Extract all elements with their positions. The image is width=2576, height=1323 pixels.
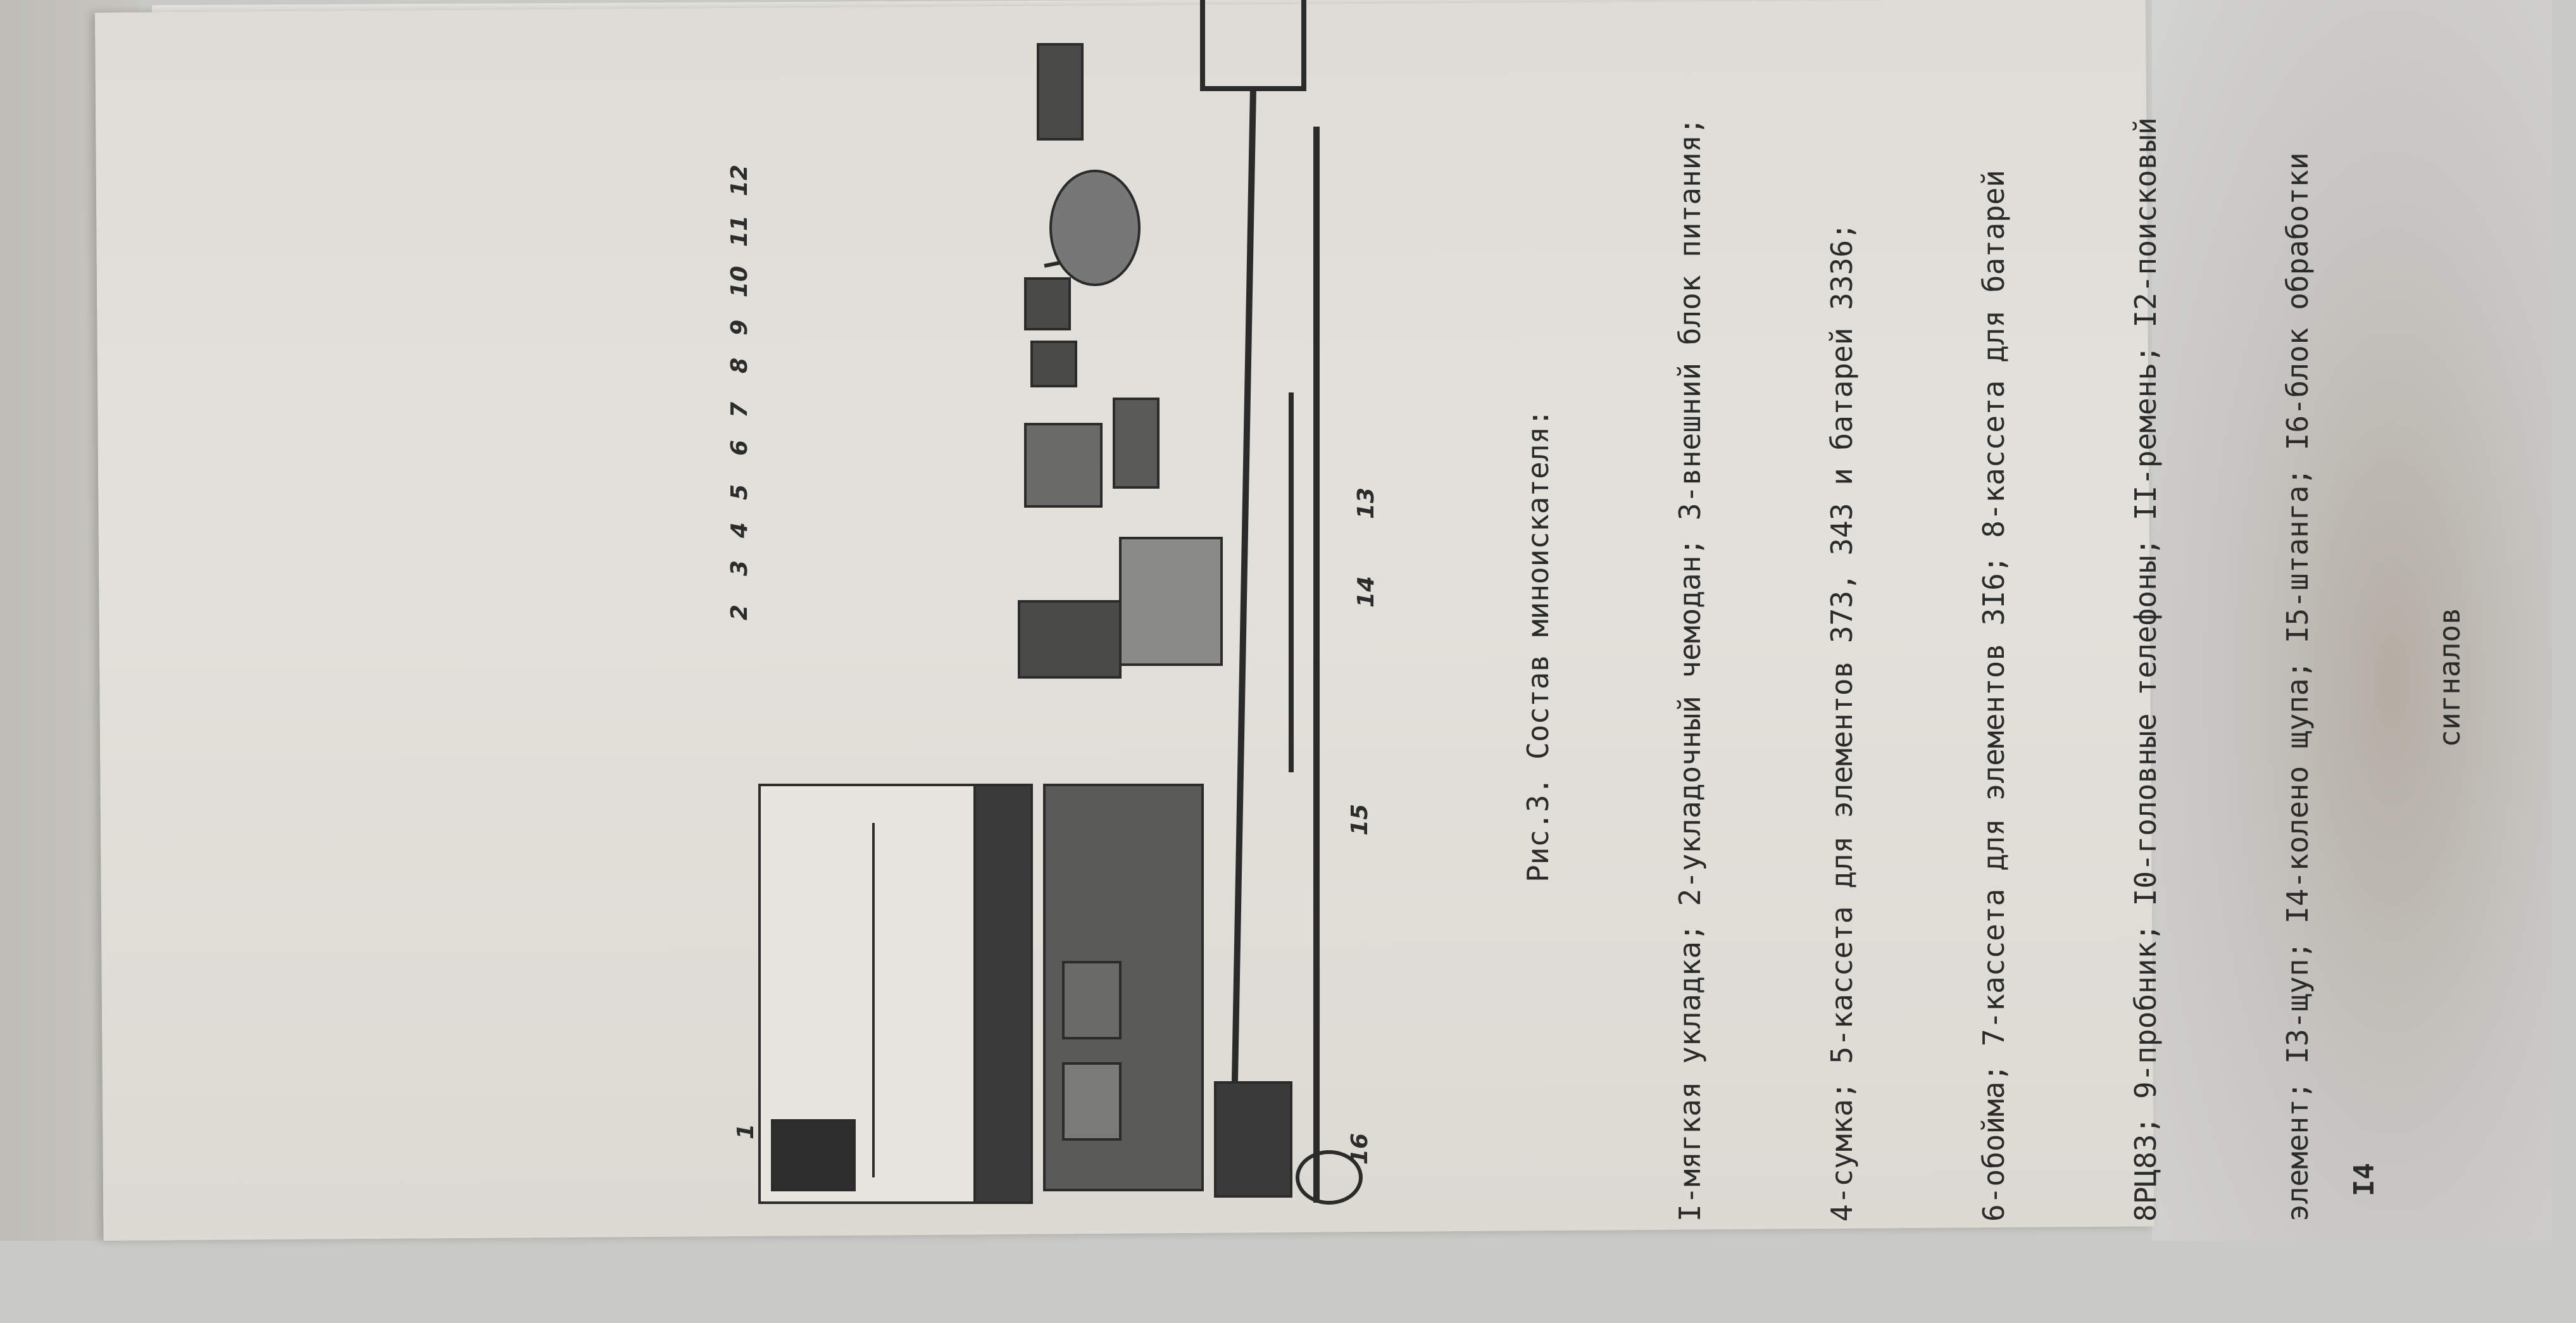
callout-4: 4 [727,522,753,538]
power-unit [1019,601,1120,677]
strap-11 [1038,44,1082,139]
cassette-8 [1025,279,1070,329]
callout-2: 2 [727,604,753,620]
callout-10: 10 [727,265,753,298]
callout-3: 3 [727,560,753,576]
callout-11: 11 [727,215,753,247]
cassette-5 [1025,424,1101,506]
callout-5: 5 [727,484,753,500]
case-body [975,785,1032,1203]
headphones-10 [1051,171,1139,285]
callout-8: 8 [727,357,753,373]
caption-body [1563,32,2576,1222]
holder-6 [1114,399,1158,487]
callout-1: 1 [733,1123,759,1139]
caption-line: I-мягкая укладка; 2-укладочный чемодан; 3-внешний блок питания; [1673,117,1707,1222]
callout-12: 12 [727,164,753,196]
caption-line: сигналов [2432,607,2467,748]
callout-13: 13 [1353,487,1379,519]
callout-6: 6 [727,439,753,456]
callout-16: 16 [1347,1132,1373,1165]
callout-14: 14 [1353,575,1379,608]
signal-unit-16 [1215,1082,1291,1196]
callout-15: 15 [1347,803,1373,836]
callout-9: 9 [727,319,753,335]
caption-line: 8РЦ83; 9-пробник; I0-головные телефоны; II-ремень; I2-поисковый [2129,117,2163,1222]
caption-line: 4-сумка; 5-кассета для элементов 373, 343 и батарей 3336; [1825,222,1859,1222]
caption-line: 6-обойма; 7-кассета для элементов 3I6; 8-кассета для батарей [1977,170,2011,1222]
figure-caption [1513,32,2576,1222]
rod-15 [1234,89,1253,1114]
search-element-12 [1203,0,1304,89]
callout-7: 7 [727,401,753,418]
caption-line: элемент; I3-щуп; I4-колено щупа; I5-штанга; I6-блок обработки [2280,152,2315,1222]
caption-title: Рис.3. Состав миноискателя: [1521,409,1555,882]
minesweeper-figure [727,13,1468,1215]
pouch [1120,538,1222,665]
cassette-7 [1032,342,1076,386]
page-number: I4 [2348,1163,2380,1196]
